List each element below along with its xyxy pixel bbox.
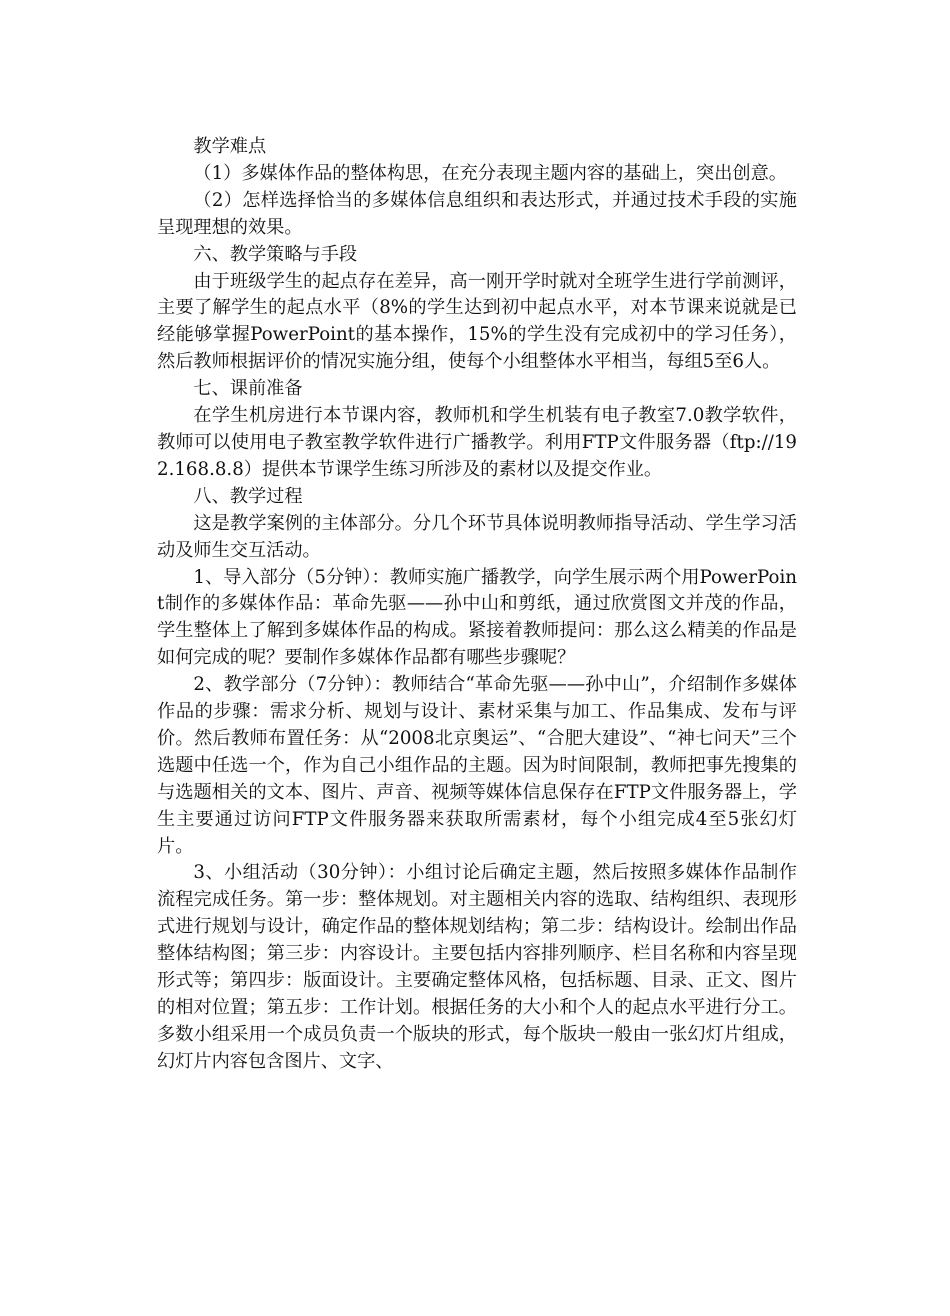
process-step-1: 1、导入部分（5分钟）：教师实施广播教学，向学生展示两个用PowerPoint制作的多媒体作品：革命先驱——孙中山和剪纸，通过欣赏图文并茂的作品，学生整体上了解到多媒体作品的构成。紧接着教师提问：那么这么精美的作品是如何完成的呢？要制作多媒体作品都有哪些步骤呢？ xyxy=(157,566,797,669)
document-body xyxy=(157,134,797,1076)
process-step-2: 2、教学部分（7分钟）：教师结合“革命先驱——孙中山”，介绍制作多媒体作品的步骤：需求分析、规划与设计、素材采集与加工、作品集成、发布与评价。然后教师布置任务：从“2008北京奥运”、“合肥大建设”、“神七问天”三个选题中任选一个，作为自己小组作品的主题。因为时间限制，教师把事先搜集的与选题相关的文本、图片、声音、视频等媒体信息保存在FTP文件服务器上，学生主要通过访问FTP文件服务器来获取所需素材，每个小组完成4至5张幻灯片。 xyxy=(157,674,797,857)
heading-teaching-difficulties: 教学难点 xyxy=(193,136,267,157)
preparation-paragraph: 在学生机房进行本节课内容，教师机和学生机装有电子教室7.0教学软件，教师可以使用电子教室教学软件进行广播教学。利用FTP文件服务器（ftp://192.168.8.8）提供本节课学生练习所涉及的素材以及提交作业。 xyxy=(157,405,797,480)
difficulty-item-2: （2）怎样选择恰当的多媒体信息组织和表达形式，并通过技术手段的实施呈现理想的效果。 xyxy=(157,189,797,238)
section-heading-process: 八、教学过程 xyxy=(193,485,303,507)
section-heading-strategy: 六、教学策略与手段 xyxy=(193,243,358,265)
difficulty-item-1: （1）多媒体作品的整体构思，在充分表现主题内容的基础上，突出创意。 xyxy=(193,162,787,184)
section-heading-preparation: 七、课前准备 xyxy=(193,378,303,400)
process-intro-paragraph: 这是教学案例的主体部分。分几个环节具体说明教师指导活动、学生学习活动及师生交互活动。 xyxy=(157,512,797,561)
process-step-3: 3、小组活动（30分钟）：小组讨论后确定主题，然后按照多媒体作品制作流程完成任务。第一步：整体规划。对主题相关内容的选取、结构组织、表现形式进行规划与设计，确定作品的整体规划结构；第二步：结构设计。绘制出作品整体结构图；第三步：内容设计。主要包括内容排列顺序、栏目名称和内容呈现形式等；第四步：版面设计。主要确定整体风格，包括标题、目录、正文、图片的相对位置；第五步：工作计划。根据任务的大小和个人的起点水平进行分工。多数小组采用一个成员负责一个版块的形式，每个版块一般由一张幻灯片组成，幻灯片内容包含图片、文字、 xyxy=(157,862,797,1072)
strategy-paragraph: 由于班级学生的起点存在差异，高一刚开学时就对全班学生进行学前测评，主要了解学生的起点水平（8%的学生达到初中起点水平，对本节课来说就是已经能够掌握PowerPoint的基本操作，15%的学生没有完成初中的学习任务），然后教师根据评价的情况实施分组，使每个小组整体水平相当，每组5至6人。 xyxy=(157,270,797,373)
